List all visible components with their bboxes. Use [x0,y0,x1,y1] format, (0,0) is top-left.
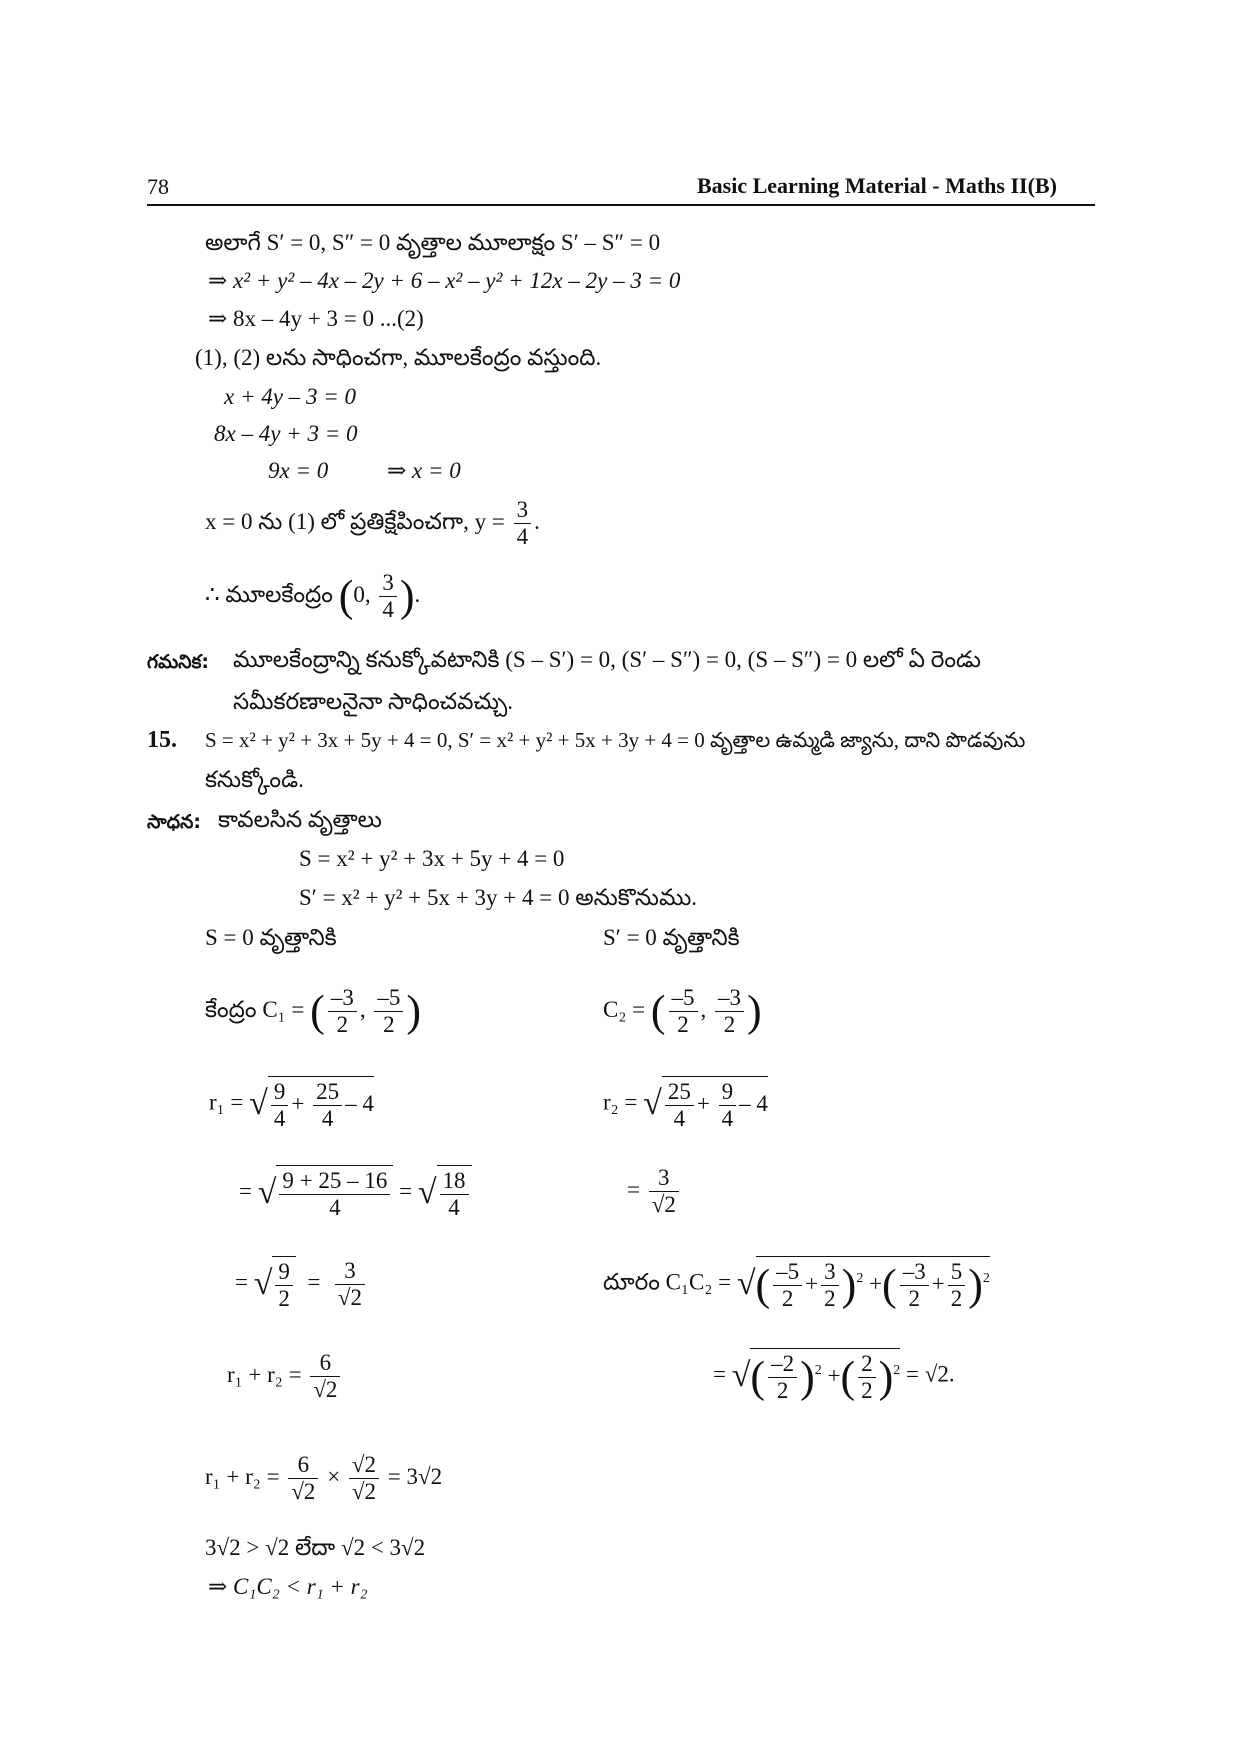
solution-label: సాధన: [147,811,201,833]
running-header: Basic Learning Material - Maths II(B) [697,173,1057,198]
solve-note: (1), (2) లను సాధించగా, మూలకేంద్రం వస్తుంది. [195,345,602,370]
substitute-text: x = 0 ను (1) లో ప్రతిక్షేపించగా, y = [205,508,505,534]
radical-axis-line: అలాగే S′ = 0, S″ = 0 వృత్తాల మూలాక్షం S′ – S″ = 0 [205,230,661,255]
left-heading: S = 0 వృత్తానికి [205,925,337,950]
circle-s: S = x² + y² + 3x + 5y + 4 = 0 [299,846,565,871]
circle-s-prime: S′ = x² + y² + 5x + 3y + 4 = 0 అనుకొనుము. [299,885,698,910]
r2-value: = $\frac{3}{√2}$ [627,1165,682,1218]
radius-r1: r₁ = √ $\frac{9}{4}$ + $\frac{25}{4}$ – 4 [209,1076,374,1132]
radical-centre-text: ∴ మూలకేంద్రం [205,581,333,607]
distance-c1c2: దూరం C₁C₂ = √( $\frac{-5}{2}$ + $\frac{3}{2}$ )$^2$ +( $\frac{-3}{2}$ + $\frac{5}{2}$ )$^2$ [603,1256,990,1312]
equation-2: ⇒ 8x – 4y + 3 = 0 ...(2) [208,306,424,331]
comparison: 3√2 > √2 లేదా √2 < 3√2 [205,1535,426,1560]
note-text-2: సమీకరణాలనైనా సాధించవచ్చు. [233,689,513,714]
note-label: గమనిక: [147,651,210,673]
solution-intro: కావలసిన వృత్తాలు [218,807,382,832]
question-text-2: కనుక్కోండి. [205,767,304,792]
x-result: ⇒ x = 0 [387,458,461,483]
centre-c1: కేంద్రం C₁ = ( $\frac{-3}{2}$ , $\frac{-5}{2}$ ) [205,985,421,1037]
subtract-equation: ⇒ x² + y² – 4x – 2y + 6 – x² – y² + 12x – 2y – 3 = 0 [208,268,681,293]
header-rule [147,204,1095,206]
substitute-line: x = 0 ను (1) లో ప్రతిక్షేపించగా, y = $\frac{3}{4}$ . [205,497,540,549]
conclusion: ⇒ C₁C₂ < r₁ + r₂ [208,1574,368,1599]
eq2-line: 8x – 4y + 3 = 0 [214,421,358,446]
distance-value: = √( $\frac{-2}{2}$ )$^2$ +( $\frac{2}{2}$ )$^2$ = √2. [713,1348,955,1404]
radical-centre-line: ∴ మూలకేంద్రం (0, $\frac{3}{4}$ ). [205,570,421,622]
eq1-line: x + 4y – 3 = 0 [224,384,356,409]
page-number: 78 [147,174,169,199]
question-text-1: S = x² + y² + 3x + 5y + 4 = 0, S′ = x² + y² + 5x + 3y + 4 = 0 వృత్తాల ఉమ్మడి జ్యాను, దాని పొడవును [205,728,1026,752]
sum-line: 9x = 0 [268,458,329,483]
note-text-1: మూలకేంద్రాన్ని కనుక్కోవటానికి (S – S′) = 0, (S′ – S″) = 0, (S – S″) = 0 లలో ఏ రెండు [233,647,981,672]
radii-sum-rationalised: r₁ + r₂ = $\frac{6}{√2}$ × $\frac{√2}{√2}$ = 3√2 [205,1452,443,1504]
radii-sum: r₁ + r₂ = $\frac{6}{√2}$ [227,1350,343,1403]
r1-simplify: = √ $\frac{9 + 25 - 16}{4}$ = √ $\frac{18}{4}$ [239,1165,472,1221]
right-heading: S′ = 0 వృత్తానికి [603,925,740,950]
radius-r2: r₂ = √ $\frac{25}{4}$ + $\frac{9}{4}$ – 4 [603,1076,768,1132]
question-number: 15. [147,727,177,753]
r1-value: = √ $\frac{9}{2}$ = $\frac{3}{√2}$ [235,1256,368,1312]
centre-c2: C₂ = ( $\frac{-5}{2}$ , $\frac{-3}{2}$ ) [603,985,762,1037]
y-fraction: $\frac{3}{4}$ [514,497,532,550]
